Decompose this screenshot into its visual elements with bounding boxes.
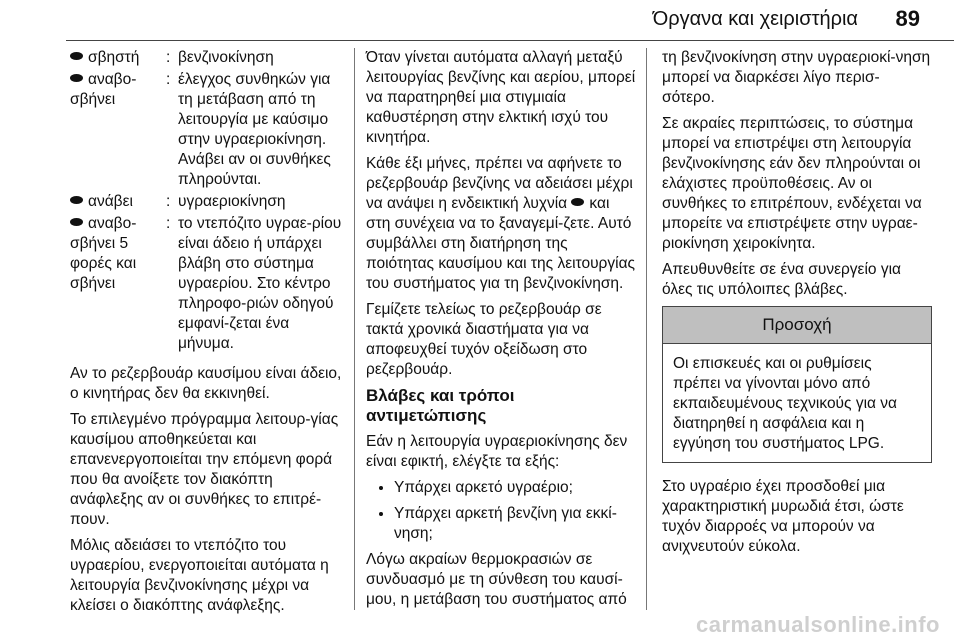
paragraph-text: και στη συνέχεια να το ξαναγεμί-ζετε. Αυτό συμβάλλει στη διατήρηση της ποιότητας καυσίμου και της λειτουργίας του συστήματος για τη βενζινοκίνηση. — [366, 195, 636, 292]
paragraph: Γεμίζετε τελείως το ρεζερβουάρ σε τακτά χρονικά διαστήματα για να αποφευχθεί τυχόν οξείδωση στο ρεζερβουάρ. — [366, 301, 602, 378]
definition-desc: έλεγχος συνθηκών για τη μετάβαση από τη λειτουργία με καύσιμο στην υγραεριοκίνηση. Ανάβει αν οι συνθήκες πληρούνται. — [178, 71, 331, 188]
definition-term: αναβο-σβήνει 5 φορές και σβήνει — [70, 215, 137, 292]
section-title: Όργανα και χειριστήρια — [652, 8, 858, 30]
lamp-icon — [70, 52, 83, 60]
paragraph: Αν το ρεζερβουάρ καυσίμου είναι άδειο, ο κινητήρας δεν θα εκκινηθεί. — [70, 365, 342, 402]
lamp-icon — [70, 196, 83, 204]
definition-separator: : — [166, 215, 171, 232]
paragraph: Σε ακραίες περιπτώσεις, το σύστημα μπορεί να επιστρέψει στη λειτουργία βενζινοκίνησης εάν δεν πληρούνται οι ελάχιστες προϋποθέσεις. Αν οι συνθήκες το επιτρέπουν, ενδέχεται να μπορείτε να επιστρέψετε στην υγραε-ριοκίνηση χειροκίνητα. — [662, 115, 922, 252]
column-1 — [70, 48, 346, 622]
definition-desc: βενζινοκίνηση — [178, 49, 274, 66]
paragraph: Μόλις αδειάσει το ντεπόζιτο του υγραερίου, ενεργοποιείται αυτόματα η λειτουργία βενζινοκίνησης μέχρι να κλείσει ο διακόπτης ανάφλεξης. — [70, 537, 329, 614]
column-3 — [662, 48, 932, 563]
lamp-status-list — [70, 48, 346, 354]
section-heading: Βλάβες και τρόποι αντιμετώπισης — [366, 386, 515, 425]
definition-desc: υγραεριοκίνηση — [178, 193, 286, 210]
definition-row — [70, 192, 346, 212]
paragraph: Εάν η λειτουργία υγραεριοκίνησης δεν είναι εφικτή, ελέγξτε τα εξής: — [366, 433, 628, 470]
watermark: carmanualsonline.info — [696, 612, 940, 637]
checklist — [366, 478, 636, 544]
paragraph: τη βενζινοκίνηση στην υγραεριοκί-νηση μπορεί να διαρκέσει λίγο περισ-σότερο. — [662, 49, 931, 106]
definition-separator: : — [166, 193, 171, 210]
lamp-icon — [70, 74, 83, 82]
definition-separator: : — [166, 49, 171, 66]
paragraph — [366, 154, 636, 294]
paragraph: Στο υγραέριο έχει προσδοθεί μια χαρακτηριστική μυρωδιά έτσι, ώστε τυχόν διαρροές να μπορούν να ανιχνευτούν εύκολα. — [662, 478, 904, 555]
paragraph: Το επιλεγμένο πρόγραμμα λειτουρ-γίας καυσίμου αποθηκεύεται και επανενεργοποιείται την επόμενη φορά που θα ανοίξετε τον διακόπτη ανάφλεξης αν οι συνθήκες το επιτρέ-πουν. — [70, 411, 339, 528]
definition-term: σβηστή — [88, 49, 140, 66]
caution-title: Προσοχή — [663, 307, 931, 344]
column-divider-2 — [646, 48, 647, 610]
lamp-icon — [571, 198, 584, 206]
definition-row — [70, 48, 346, 68]
page-number: 89 — [895, 6, 920, 31]
definition-separator: : — [166, 71, 171, 88]
page-header — [0, 0, 960, 48]
definition-row — [70, 214, 346, 354]
list-item: • Υπάρχει αρκετό υγραέριο; — [394, 478, 636, 498]
paragraph: Απευθυνθείτε σε ένα συνεργείο για όλες τις υπόλοιπες βλάβες. — [662, 261, 901, 298]
definition-desc: το ντεπόζιτο υγραε-ρίου είναι άδειο ή υπάρχει βλάβη στο σύστημα υγραερίου. Στο κέντρο πληροφο-ριών οδηγού εμφανί-ζεται ένα μήνυμα. — [178, 215, 342, 352]
list-item: • Υπάρχει αρκετή βενζίνη για εκκί-νηση; — [394, 504, 636, 544]
caution-body: Οι επισκευές και οι ρυθμίσεις πρέπει να γίνονται μόνο από εκπαιδευμένους τεχνικούς για να διατηρηθεί η ασφάλεια και η εγγύηση του συστήματος LPG. — [673, 355, 897, 452]
definition-row — [70, 70, 346, 190]
lamp-icon — [70, 218, 83, 226]
definition-term: ανάβει — [88, 193, 133, 210]
column-2 — [366, 48, 636, 616]
caution-box — [662, 306, 932, 463]
header-divider — [66, 40, 954, 41]
definition-term: αναβο-σβήνει — [70, 71, 137, 108]
paragraph: Όταν γίνεται αυτόματα αλλαγή μεταξύ λειτουργίας βενζίνης και αερίου, μπορεί να παρατηρηθεί μια στιγμιαία καθυστέρηση στην ελκτική ισχύ του κινητήρα. — [366, 49, 636, 146]
column-divider-1 — [354, 48, 355, 610]
paragraph: Λόγω ακραίων θερμοκρασιών σε συνδυασμό με τη σύνθεση του καυσί-μου, η μετάβαση του συστήματος από — [366, 551, 627, 608]
paragraph-text: Κάθε έξι μήνες, πρέπει να αφήνετε το ρεζερβουάρ βενζίνης να αδειάσει μέχρι να ανάψει η ενδεικτική λυχνία — [366, 155, 633, 212]
